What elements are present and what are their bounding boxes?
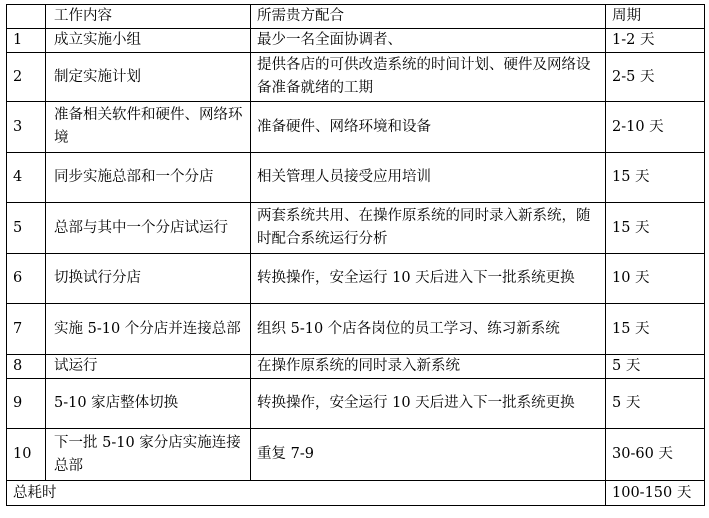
row-number: 9 bbox=[7, 379, 46, 429]
row-work-content: 同步实施总部和一个分店 bbox=[46, 153, 251, 203]
table-row bbox=[7, 304, 705, 355]
row-number: 5 bbox=[7, 203, 46, 254]
row-required-cooperation: 准备硬件、网络环境和设备 bbox=[251, 102, 606, 153]
table-row bbox=[7, 29, 705, 53]
table-row bbox=[7, 355, 705, 379]
row-work-content: 成立实施小组 bbox=[46, 29, 251, 53]
row-work-content: 实施 5-10 个分店并连接总部 bbox=[46, 304, 251, 355]
table-row bbox=[7, 379, 705, 429]
header-required-cooperation: 所需贵方配合 bbox=[251, 5, 606, 29]
row-required-cooperation: 最少一名全面协调者、 bbox=[251, 29, 606, 53]
total-period: 100-150 天 bbox=[606, 481, 705, 506]
table-row bbox=[7, 53, 705, 102]
row-work-content: 下一批 5-10 家分店实施连接总部 bbox=[46, 429, 251, 481]
row-number: 1 bbox=[7, 29, 46, 53]
row-required-cooperation: 提供各店的可供改造系统的时间计划、硬件及网络设备准备就绪的工期 bbox=[251, 53, 606, 102]
row-required-cooperation: 相关管理人员接受应用培训 bbox=[251, 153, 606, 203]
row-period: 2-10 天 bbox=[606, 102, 705, 153]
row-number: 3 bbox=[7, 102, 46, 153]
row-period: 10 天 bbox=[606, 254, 705, 304]
row-required-cooperation: 转换操作，安全运行 10 天后进入下一批系统更换 bbox=[251, 379, 606, 429]
row-work-content: 切换试行分店 bbox=[46, 254, 251, 304]
total-row bbox=[7, 481, 705, 506]
row-period: 15 天 bbox=[606, 203, 705, 254]
row-period: 5 天 bbox=[606, 355, 705, 379]
row-required-cooperation: 组织 5-10 个店各岗位的员工学习、练习新系统 bbox=[251, 304, 606, 355]
row-work-content: 总部与其中一个分店试运行 bbox=[46, 203, 251, 254]
total-label: 总耗时 bbox=[7, 481, 606, 506]
implementation-plan-table bbox=[6, 4, 705, 506]
header-period: 周期 bbox=[606, 5, 705, 29]
row-number: 7 bbox=[7, 304, 46, 355]
row-period: 5 天 bbox=[606, 379, 705, 429]
row-period: 30-60 天 bbox=[606, 429, 705, 481]
table-row bbox=[7, 102, 705, 153]
row-period: 1-2 天 bbox=[606, 29, 705, 53]
row-number: 6 bbox=[7, 254, 46, 304]
row-number: 8 bbox=[7, 355, 46, 379]
row-work-content: 制定实施计划 bbox=[46, 53, 251, 102]
header-work-content: 工作内容 bbox=[46, 5, 251, 29]
row-work-content: 准备相关软件和硬件、网络环境 bbox=[46, 102, 251, 153]
row-period: 2-5 天 bbox=[606, 53, 705, 102]
table-row bbox=[7, 429, 705, 481]
row-number: 2 bbox=[7, 53, 46, 102]
row-required-cooperation: 转换操作，安全运行 10 天后进入下一批系统更换 bbox=[251, 254, 606, 304]
row-period: 15 天 bbox=[606, 153, 705, 203]
row-number: 10 bbox=[7, 429, 46, 481]
row-work-content: 5-10 家店整体切换 bbox=[46, 379, 251, 429]
table-header-row bbox=[7, 5, 705, 29]
row-required-cooperation: 重复 7-9 bbox=[251, 429, 606, 481]
header-number-cell bbox=[7, 5, 46, 29]
row-number: 4 bbox=[7, 153, 46, 203]
table-row bbox=[7, 153, 705, 203]
row-required-cooperation: 在操作原系统的同时录入新系统 bbox=[251, 355, 606, 379]
row-work-content: 试运行 bbox=[46, 355, 251, 379]
table-row bbox=[7, 203, 705, 254]
row-period: 15 天 bbox=[606, 304, 705, 355]
row-required-cooperation: 两套系统共用、在操作原系统的同时录入新系统，随时配合系统运行分析 bbox=[251, 203, 606, 254]
table-row bbox=[7, 254, 705, 304]
